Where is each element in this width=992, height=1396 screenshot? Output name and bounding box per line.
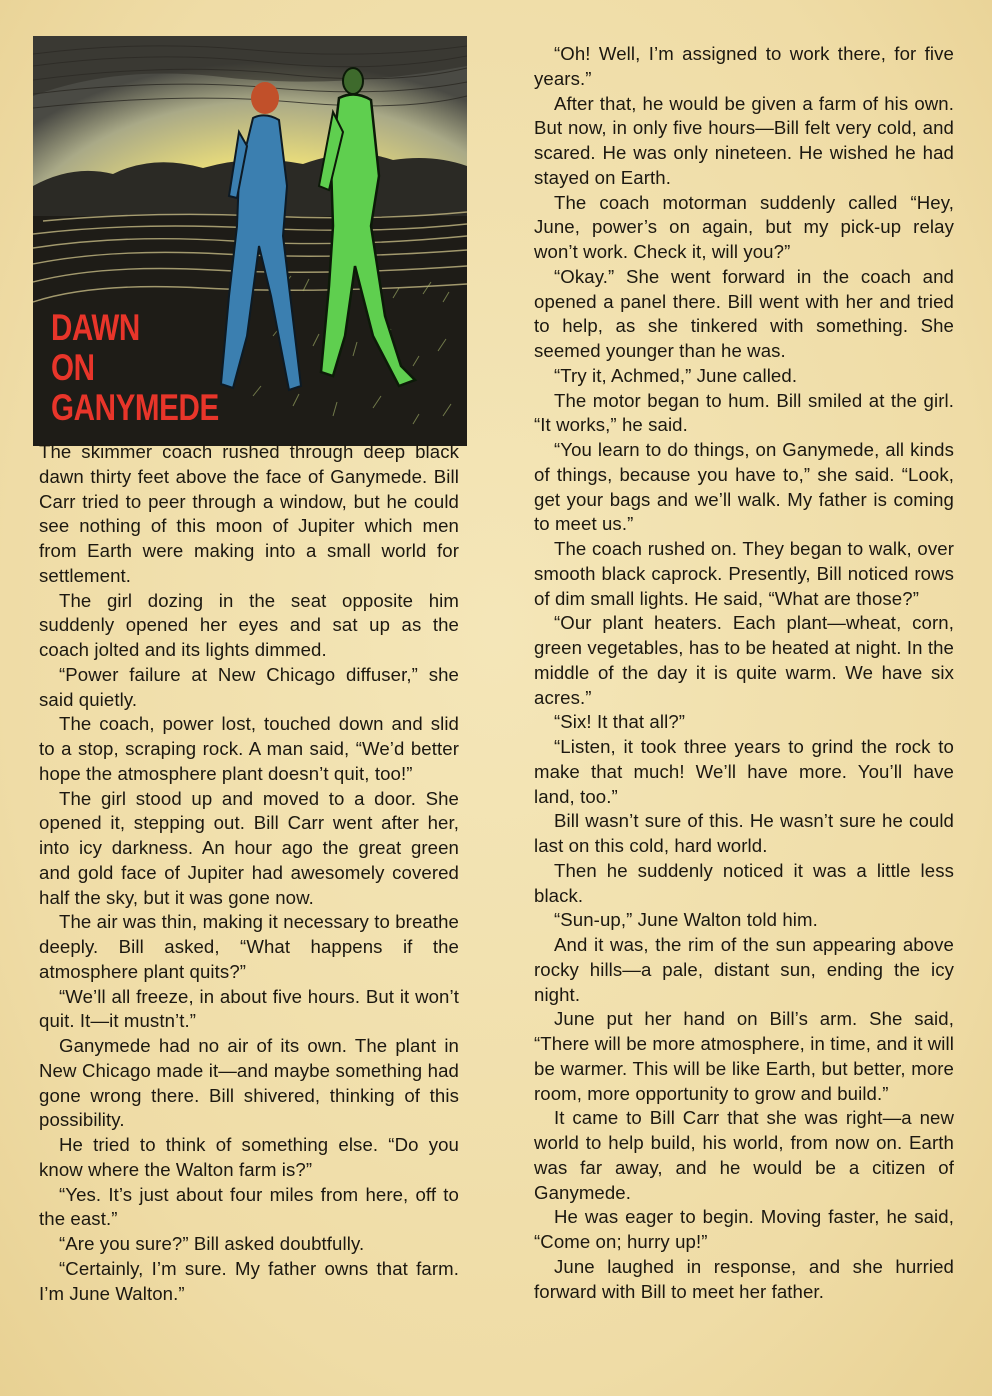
paragraph: He tried to think of something else. “Do you know where the Walton farm is?”	[39, 1134, 459, 1180]
paragraph: It came to Bill Carr that she was right—a new world to help build, his world, from now on. Earth was far away, and he would be a citizen of Ganymede.	[534, 1107, 954, 1203]
paragraph: The air was thin, making it necessary to breathe deeply. Bill asked, “What happens if the atmosphere plant quits?”	[39, 911, 459, 982]
paragraph: The motor began to hum. Bill smiled at the girl. “It works,” he said.	[534, 389, 954, 436]
left-text-column	[39, 440, 459, 1306]
right-text-column	[534, 42, 954, 1304]
paragraph: Then he suddenly noticed it was a little less black.	[534, 859, 954, 906]
paragraph: June put her hand on Bill’s arm. She said, “There will be more atmosphere, in time, and it will be warmer. This will be like Earth, but better, more room, more opportunity to grow and build.”	[534, 1008, 954, 1104]
paragraph: The girl dozing in the seat opposite him suddenly opened her eyes and sat up as the coach jolted and its lights dimmed.	[39, 589, 459, 660]
paragraph: “Sun-up,” June Walton told him.	[554, 909, 818, 931]
title-line-3: GANYMEDE	[51, 387, 219, 428]
paragraph: “Oh! Well, I’m assigned to work there, for five years.”	[534, 43, 954, 89]
paragraph: “Try it, Achmed,” June called.	[554, 364, 798, 386]
paragraph: “Certainly, I’m sure. My father owns that farm. I’m June Walton.”	[39, 1257, 459, 1304]
paragraph: And it was, the rim of the sun appearing above rocky hills—a pale, distant sun, ending the icy night.	[534, 934, 954, 1005]
paragraph: “Six! It that all?”	[554, 711, 686, 733]
paragraph: “Okay.” She went forward in the coach and opened a panel there. Bill went with her and tried to help, as she tinkered with something. She seemed younger than he was.	[534, 265, 954, 361]
paragraph: After that, he would be given a farm of his own. But now, in only five hours—Bill felt very cold, and scared. He was only nineteen. He wished he had stayed on Earth.	[534, 92, 954, 188]
title-line-2: ON	[51, 347, 95, 388]
illustration-title	[51, 308, 219, 428]
story-illustration	[33, 36, 467, 446]
paragraph: The coach, power lost, touched down and slid to a stop, scraping rock. A man said, “We’d better hope the atmosphere plant doesn’t quit, too!”	[39, 713, 459, 784]
paragraph: Bill wasn’t sure of this. He wasn’t sure he could last on this cold, hard world.	[534, 810, 954, 856]
paragraph: The coach motorman suddenly called “Hey, June, power’s on again, but my pick-up relay won’t work. Check it, will you?”	[534, 191, 954, 262]
paragraph: He was eager to begin. Moving faster, he said, “Come on; hurry up!”	[534, 1206, 954, 1252]
paragraph: June laughed in response, and she hurried forward with Bill to meet her father.	[534, 1255, 954, 1302]
paragraph: “Are you sure?” Bill asked doubtfully.	[59, 1233, 365, 1254]
paragraph: “Yes. It’s just about four miles from here, off to the east.”	[39, 1183, 459, 1230]
paragraph: “Our plant heaters. Each plant—wheat, corn, green vegetables, has to be heated at night. In the middle of the day it is quite warm. We have six acres.”	[534, 612, 954, 708]
paragraph: Ganymede had no air of its own. The plant in New Chicago made it—and maybe something had gone wrong there. Bill shivered, thinking of this possibility.	[39, 1035, 459, 1131]
paragraph: The girl stood up and moved to a door. She opened it, stepping out. Bill Carr went after her, into icy darkness. An hour ago the great green and gold face of Jupiter had awesomely covered half the sky, but it was gone now.	[39, 787, 459, 908]
paragraph: The skimmer coach rushed through deep black dawn thirty feet above the face of Ganymede. Bill Carr tried to peer through a window, but he could see nothing of this moon of Jupiter which men from Earth were making into a small world for settlement.	[39, 441, 459, 586]
paragraph: “You learn to do things, on Ganymede, all kinds of things, because you have to,” she said. “Look, get your bags and we’ll walk. My father is coming to meet us.”	[534, 439, 954, 535]
paragraph: The coach rushed on. They began to walk, over smooth black caprock. Presently, Bill noticed rows of dim small lights. He said, “What are those?”	[534, 538, 954, 609]
paragraph: “Power failure at New Chicago diffuser,” she said quietly.	[39, 663, 459, 710]
title-line-1: DAWN	[51, 307, 140, 348]
paragraph: “Listen, it took three years to grind the rock to make that much! We’ll have more. You’ll have land, too.”	[534, 736, 954, 807]
paragraph: “We’ll all freeze, in about five hours. But it won’t quit. It—it mustn’t.”	[39, 985, 459, 1032]
